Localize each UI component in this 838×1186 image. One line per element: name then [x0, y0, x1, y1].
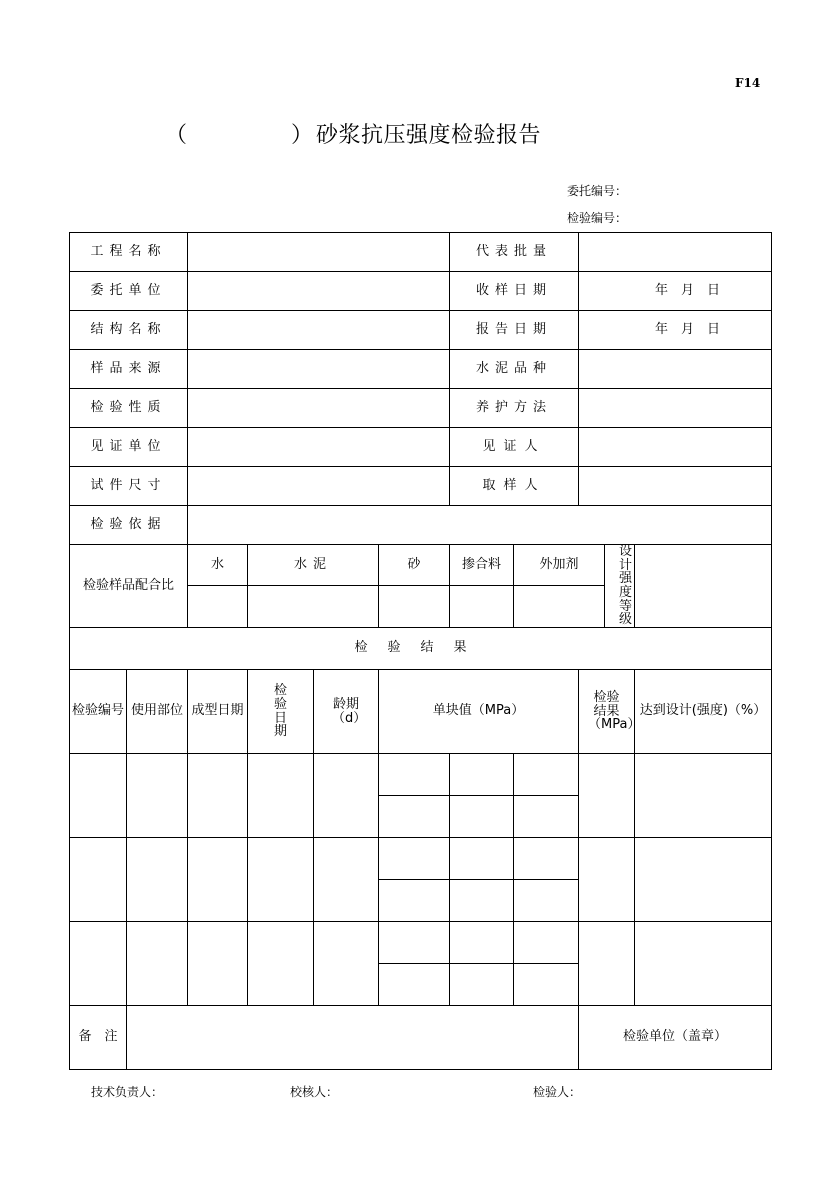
test-no-label: 检验编号：: [567, 211, 628, 225]
label-mix-ratio: 检验样品配合比: [70, 545, 188, 628]
cell-single-value[interactable]: [450, 838, 514, 880]
title-open-paren: （: [165, 123, 188, 148]
cell-age[interactable]: [314, 754, 379, 838]
label-sample-source: 样品来源: [70, 350, 188, 389]
cell-test-result[interactable]: [579, 754, 635, 838]
checker-label: 校核人：: [290, 1085, 339, 1099]
cell-age[interactable]: [314, 922, 379, 1006]
label-representative-batch: 代表批量: [450, 233, 579, 272]
value-representative-batch[interactable]: [579, 233, 772, 272]
cell-test-date[interactable]: [248, 838, 314, 922]
cell-molding-date[interactable]: [188, 754, 248, 838]
value-test-basis[interactable]: [188, 506, 772, 545]
label-cement-type: 水泥品种: [450, 350, 579, 389]
cell-test-no[interactable]: [70, 838, 127, 922]
cell-single-value[interactable]: [450, 796, 514, 838]
label-specimen-size: 试件尺寸: [70, 467, 188, 506]
cell-single-value[interactable]: [514, 880, 579, 922]
label-sand: 砂: [379, 545, 450, 586]
commission-no-label: 委托编号：: [567, 184, 628, 198]
value-cement-type[interactable]: [579, 350, 772, 389]
col-test-no: 检验编号: [70, 670, 127, 754]
table-row: [70, 922, 772, 964]
value-receive-date[interactable]: 年 月 日: [579, 272, 772, 311]
cell-single-value[interactable]: [514, 838, 579, 880]
label-project-name: 工程名称: [70, 233, 188, 272]
value-witness-unit[interactable]: [188, 428, 450, 467]
value-sampler[interactable]: [579, 467, 772, 506]
cell-single-value[interactable]: [450, 922, 514, 964]
value-sample-source[interactable]: [188, 350, 450, 389]
cell-molding-date[interactable]: [188, 922, 248, 1006]
col-test-result: 检验结果（MPa）: [579, 670, 635, 754]
cell-use-location[interactable]: [127, 922, 188, 1006]
label-witness-person: 见证人: [450, 428, 579, 467]
cell-test-result[interactable]: [579, 922, 635, 1006]
label-report-date: 报告日期: [450, 311, 579, 350]
label-test-basis: 检验依据: [70, 506, 188, 545]
inspector-label: 检验人：: [533, 1085, 582, 1099]
label-test-nature: 检验性质: [70, 389, 188, 428]
cell-single-value[interactable]: [514, 964, 579, 1006]
cell-single-value[interactable]: [379, 922, 450, 964]
col-single-value: 单块值（MPa）: [379, 670, 579, 754]
cell-single-value[interactable]: [514, 796, 579, 838]
label-design-grade: 设计强度等级: [605, 545, 635, 628]
cell-use-location[interactable]: [127, 754, 188, 838]
cell-single-value[interactable]: [514, 754, 579, 796]
cell-single-value[interactable]: [379, 838, 450, 880]
cell-use-location[interactable]: [127, 838, 188, 922]
col-age: 龄期（d）: [314, 670, 379, 754]
col-use-location: 使用部位: [127, 670, 188, 754]
col-reach-design: 达到设计(强度)（%）: [635, 670, 772, 754]
label-water: 水: [188, 545, 248, 586]
value-curing-method[interactable]: [579, 389, 772, 428]
value-admixture-material[interactable]: [450, 586, 514, 628]
cell-single-value[interactable]: [450, 880, 514, 922]
results-section-title: 检验结果: [70, 628, 772, 670]
cell-reach-design[interactable]: [635, 838, 772, 922]
cell-single-value[interactable]: [379, 880, 450, 922]
technical-lead-label: 技术负责人：: [91, 1085, 164, 1099]
value-cement[interactable]: [248, 586, 379, 628]
label-receive-date: 收样日期: [450, 272, 579, 311]
title-close-paren: ）: [291, 123, 314, 148]
cell-age[interactable]: [314, 838, 379, 922]
value-report-date[interactable]: 年 月 日: [579, 311, 772, 350]
cell-molding-date[interactable]: [188, 838, 248, 922]
cell-single-value[interactable]: [379, 796, 450, 838]
test-unit-seal: 检验单位（盖章）: [579, 1006, 772, 1070]
value-sand[interactable]: [379, 586, 450, 628]
cell-reach-design[interactable]: [635, 754, 772, 838]
form-code: F14: [735, 76, 761, 90]
table-row: [70, 838, 772, 880]
cell-test-no[interactable]: [70, 754, 127, 838]
value-test-nature[interactable]: [188, 389, 450, 428]
table-row: [70, 754, 772, 796]
label-admixture-material: 掺合料: [450, 545, 514, 586]
label-witness-unit: 见证单位: [70, 428, 188, 467]
cell-single-value[interactable]: [379, 964, 450, 1006]
value-admixture[interactable]: [514, 586, 605, 628]
value-project-name[interactable]: [188, 233, 450, 272]
label-client-unit: 委托单位: [70, 272, 188, 311]
cell-single-value[interactable]: [450, 754, 514, 796]
cell-single-value[interactable]: [514, 922, 579, 964]
label-structure-name: 结构名称: [70, 311, 188, 350]
col-test-date: 检验日期: [248, 670, 314, 754]
label-admixture: 外加剂: [514, 545, 605, 586]
cell-single-value[interactable]: [450, 964, 514, 1006]
value-specimen-size[interactable]: [188, 467, 450, 506]
value-remarks[interactable]: [127, 1006, 579, 1070]
page-title: 砂浆抗压强度检验报告: [316, 123, 542, 148]
value-design-grade[interactable]: [635, 545, 772, 628]
value-structure-name[interactable]: [188, 311, 450, 350]
value-witness-person[interactable]: [579, 428, 772, 467]
value-client-unit[interactable]: [188, 272, 450, 311]
cell-test-no[interactable]: [70, 922, 127, 1006]
label-curing-method: 养护方法: [450, 389, 579, 428]
cell-single-value[interactable]: [379, 754, 450, 796]
col-molding-date: 成型日期: [188, 670, 248, 754]
cell-test-date[interactable]: [248, 754, 314, 838]
label-cement: 水泥: [248, 545, 379, 586]
cell-reach-design[interactable]: [635, 922, 772, 1006]
label-sampler: 取样人: [450, 467, 579, 506]
report-table: [69, 232, 772, 1070]
cell-test-result[interactable]: [579, 838, 635, 922]
label-remarks: 备 注: [70, 1006, 127, 1070]
cell-test-date[interactable]: [248, 922, 314, 1006]
value-water[interactable]: [188, 586, 248, 628]
